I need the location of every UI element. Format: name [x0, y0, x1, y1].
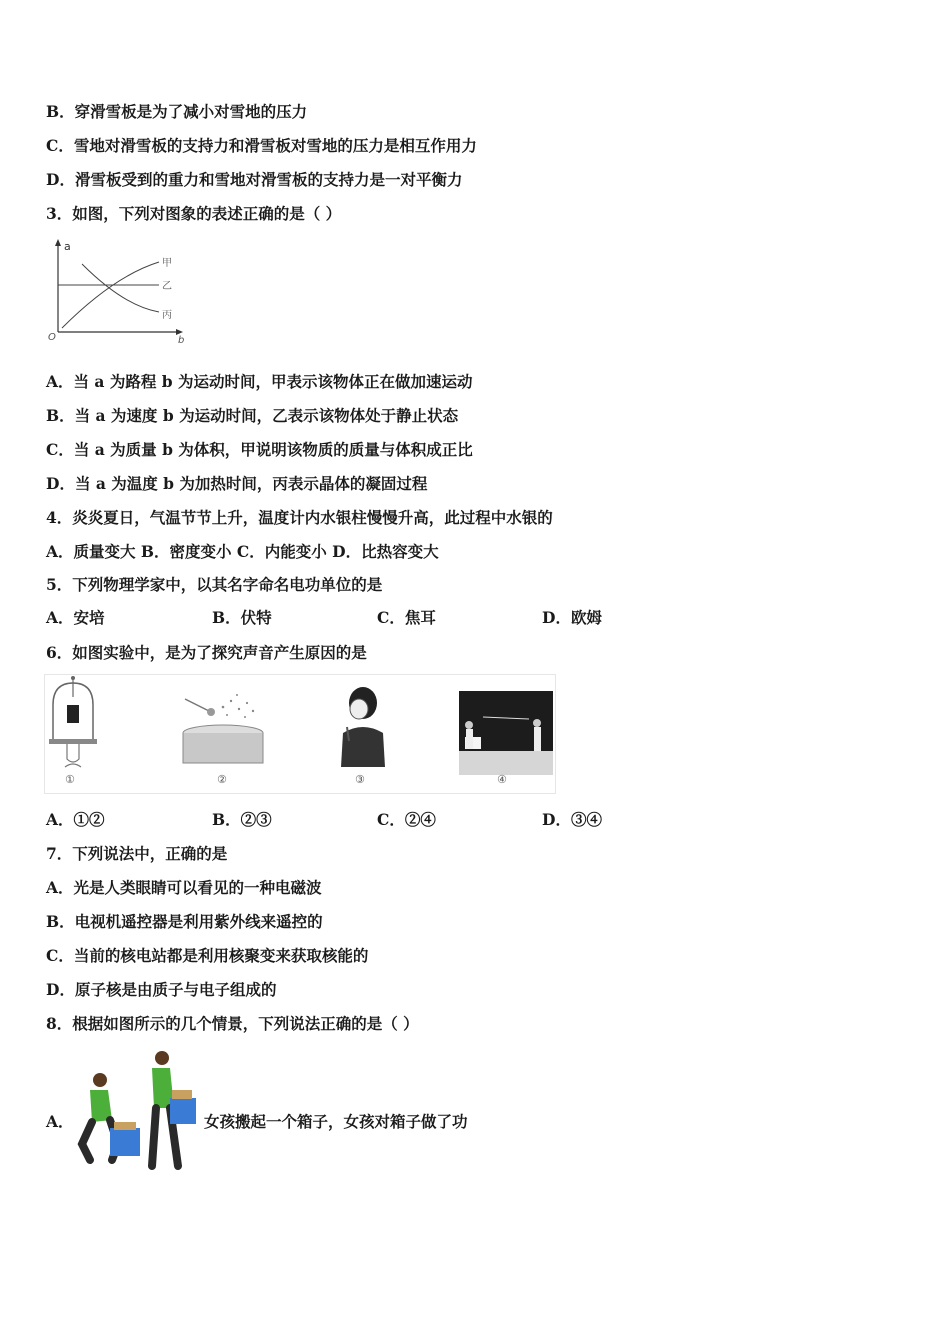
q7-stem: 7．下列说法中，正确的是	[46, 844, 228, 863]
q8-option-a-text: 女孩搬起一个箱子，女孩对箱子做了功	[204, 1112, 468, 1131]
q5-option-a: A．安培	[46, 608, 105, 627]
curve-jia	[62, 262, 159, 328]
q2-option-c: C．雪地对滑雪板的支持力和滑雪板对雪地的压力是相互作用力	[46, 136, 477, 155]
q6-option-c: C．②④	[377, 810, 436, 829]
y-axis-label: a	[64, 240, 71, 253]
q2-option-b: B．穿滑雪板是为了减小对雪地的压力	[46, 102, 308, 121]
q8-stem: 8．根据如图所示的几个情景，下列说法正确的是（ ）	[46, 1014, 419, 1033]
caption-3: ③	[355, 773, 365, 786]
q4-stem: 4．炎炎夏日，气温节节上升，温度计内水银柱慢慢升高，此过程中水银的	[46, 508, 553, 527]
q6-option-d: D．③④	[542, 810, 602, 829]
q4-options: A．质量变大 B．密度变小 C．内能变小 D．比热容变大	[46, 542, 439, 561]
q7-option-b: B．电视机遥控器是利用紫外线来遥控的	[46, 912, 323, 931]
q6-option-a: A．①②	[46, 810, 105, 829]
origin-label: O	[48, 332, 56, 343]
label-bing: 丙	[162, 310, 172, 321]
label-jia: 甲	[162, 258, 172, 269]
q3-stem: 3．如图，下列对图象的表述正确的是（ ）	[46, 204, 342, 223]
q5-option-c: C．焦耳	[377, 608, 436, 627]
classroom-image	[459, 691, 553, 775]
q6-stem: 6．如图实验中，是为了探究声音产生原因的是	[46, 643, 367, 662]
q3-option-d: D．当 a 为温度 b 为加热时间，丙表示晶体的凝固过程	[46, 474, 428, 493]
q5-option-b: B．伏特	[212, 608, 272, 627]
q7-option-a: A．光是人类眼睛可以看见的一种电磁波	[46, 878, 322, 897]
q7-option-d: D．原子核是由质子与电子组成的	[46, 980, 277, 999]
girl-lifting-box-image	[72, 1048, 200, 1174]
caption-1: ①	[65, 773, 75, 786]
q5-stem: 5．下列物理学家中，以其名字命名电功单位的是	[46, 575, 383, 594]
person-image	[331, 683, 391, 767]
q7-option-c: C．当前的核电站都是利用核聚变来获取核能的	[46, 946, 369, 965]
q3-option-a: A．当 a 为路程 b 为运动时间，甲表示该物体正在做加速运动	[46, 372, 473, 391]
q2-option-d: D．滑雪板受到的重力和雪地对滑雪板的支持力是一对平衡力	[46, 170, 463, 189]
q8-option-a-label: A．	[46, 1112, 74, 1131]
label-yi: 乙	[162, 281, 172, 292]
bell-jar-image	[45, 675, 105, 775]
q6-option-b: B．②③	[212, 810, 272, 829]
caption-4: ④	[497, 773, 507, 786]
q3-graph	[44, 236, 194, 346]
q3-option-c: C．当 a 为质量 b 为体积，甲说明该物质的质量与体积成正比	[46, 440, 473, 459]
q3-option-b: B．当 a 为速度 b 为运动时间，乙表示该物体处于静止状态	[46, 406, 459, 425]
q6-figure-panel	[44, 674, 556, 794]
q5-option-d: D．欧姆	[542, 608, 602, 627]
caption-2: ②	[217, 773, 227, 786]
drum-image	[179, 685, 269, 769]
x-axis-label: b	[178, 335, 185, 346]
curve-bing	[82, 264, 159, 312]
